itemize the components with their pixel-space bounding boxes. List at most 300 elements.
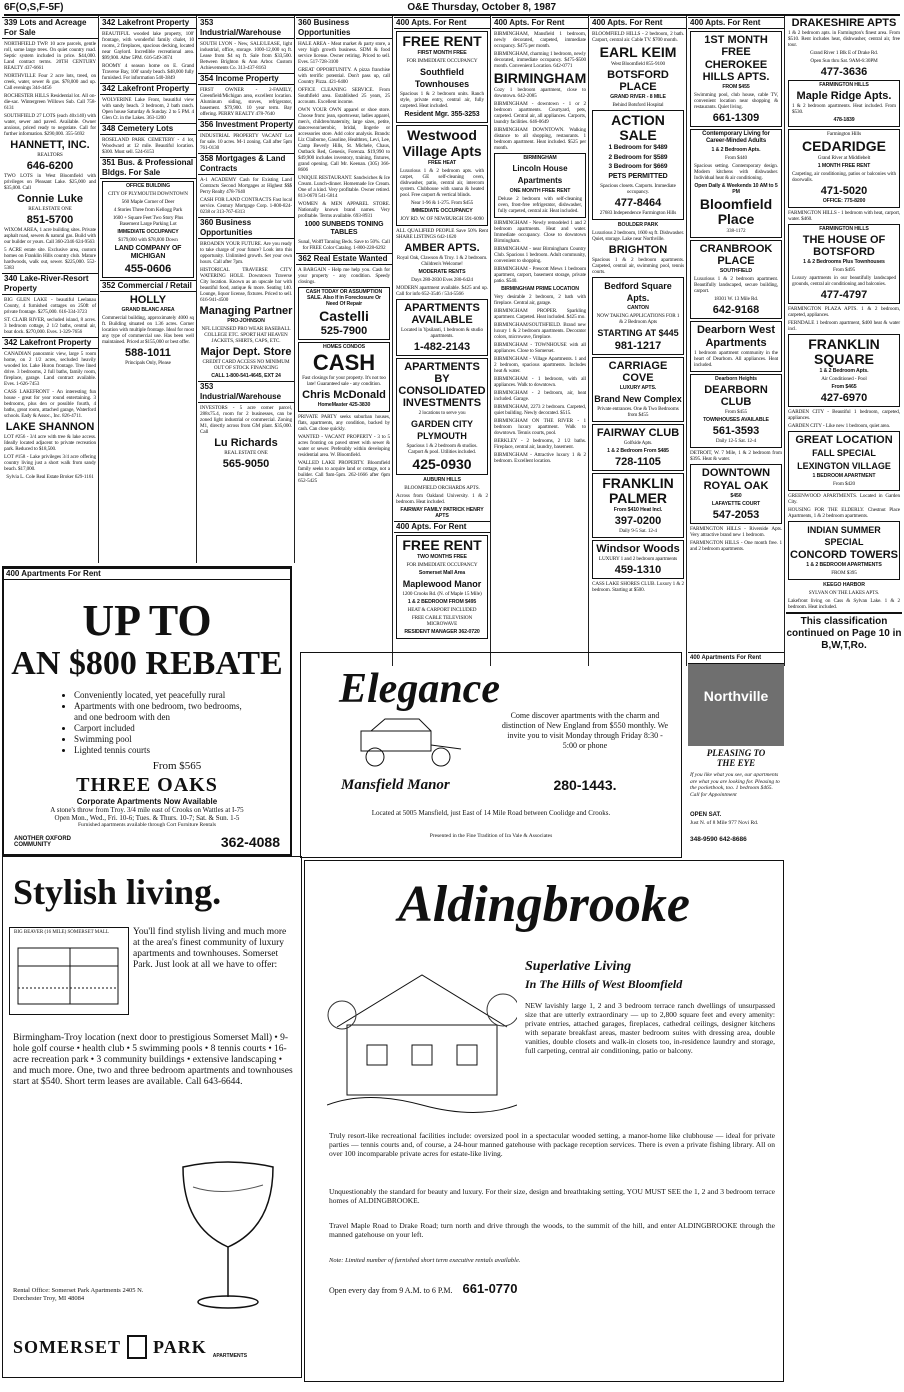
ad-headline: ROYAL OAK (703, 480, 769, 492)
ad-headline: GARDEN CITY PLYMOUTH (410, 419, 473, 441)
logo-mark-icon (127, 1335, 147, 1359)
classified-ad: WOMEN & MEN APPAREL STORE. Nationally known brand names. Very profitable. Terms available. 693-8931 (298, 201, 390, 219)
ad-tagline: In The Hills of West Bloomfield (525, 977, 683, 991)
ad-address: Just N. of 8 Mile 977 Novi Rd. (690, 820, 759, 826)
ad-phone: Days 280-2830 Eves 280-6424 (411, 277, 473, 283)
ad-phone: 459-1310 (614, 563, 662, 576)
ad-text: Private entrances. One & Two Bedrooms from $455 (597, 405, 679, 418)
ad-text: HOMES CONDOS (322, 344, 366, 350)
wine-glass-illustration (163, 1157, 293, 1317)
ad-text: Near 1-96 & 1-275. From $455 (410, 200, 474, 206)
classified-ad: Lakefront living on Cass & Sylvan Lake. 1 & 2 bedroom. Heat included. (788, 598, 900, 610)
column-6 (492, 16, 589, 666)
display-ad (690, 374, 782, 448)
vintage-car-illustration (341, 715, 481, 771)
classified-ad: BIRMINGHAM - Prescott Mews 1 bedroom apartment, carport, basement storage, private patio. $540. (494, 266, 586, 284)
ad-phone: 280-1443. (553, 777, 617, 793)
ad-body: You'll find stylish living and much more at the area's finest community of luxury apartments and townhouses. Somerset Park. Just look at all we have to offer: (133, 927, 287, 970)
classified-ad: BIRMINGHAM - 2 bedroom, air, heat included. Garage. (494, 390, 586, 402)
classified-ad: Very desirable 2 bedroom, 2 bath with fireplace. Central air, garage. (494, 294, 586, 306)
ad-headline (688, 748, 784, 768)
ad-headline: Dearborn West (696, 324, 776, 336)
ad-headline: CRANBROOK PLACE (699, 243, 773, 267)
classified-ad: OFFICE CLEANING SERVICE. From Southfield area. Established 25 years, 25 accounts. Excellent income. (298, 87, 390, 105)
ad-text: PRO-JOHNSON (227, 318, 265, 324)
ad-text: Golfside Apts. (623, 439, 653, 446)
classified-ad: BIRMINGHAM - near Birmingham Country Club. Spacious 1 bedroom. Adult community, convenient to shopping. (494, 246, 586, 264)
ad-phone: RESIDENT MANAGER 362-0720 (404, 629, 480, 635)
ad-directions: A stone's throw from Troy. 3/4 mile east of Crooks on Wattles at I-75 (50, 806, 244, 814)
ad-phone: 397-0200 (614, 514, 662, 527)
headline-line: THE EYE (716, 758, 756, 768)
ad-hours: OPEN SAT. (690, 812, 722, 818)
ad-text: From $465 (831, 384, 857, 390)
display-ad (592, 540, 684, 579)
section-heading: 339 Lots and Acreage For Sale (2, 17, 98, 39)
classified-ad: 1 & 2 bedroom apts. in Farmington's finest area. From $510. Rent includes heat, dishwasher, central air, free tour. (788, 30, 900, 48)
section-heading: 353 Industrial/Warehouse (198, 381, 294, 403)
three-oaks-ad (2, 566, 292, 856)
classified-ad: HALE AREA - Meat market & party store, a very high growth business. SDM & food service license. Owner retiring. Priced to sell. Eves. 517-728-3100 (298, 41, 390, 65)
ad-phone: 427-6970 (820, 392, 868, 404)
price-line: 3 Bedroom for $669 (608, 163, 668, 170)
classified-ad: BIRMINGHAM - downtown - 1 or 2 bedroom apartments. Courtyard, pets, carpeted. Central air, all appliances. Carports, laundry facilities. 646-0649 (494, 101, 586, 125)
ad-headline: DRAKESHIRE APTS (791, 17, 897, 29)
ad-text: FROM $395 (831, 570, 857, 576)
classified-ad: PRIVATE PARTY seeks suburban houses, flats, apartments, any condition, backed by cash. Can close quickly. (298, 414, 390, 432)
ad-headline: Lincoln House Apartments (512, 164, 568, 185)
ad-phone: 477-3636 (820, 66, 868, 78)
classified-ad: GARDEN CITY - Beautiful 1 bedroom, carpeted, appliances. (788, 409, 900, 421)
classified-ad: ALL QUALIFIED PEOPLE Save 50% Rent SHARE LISTINGS 642-1620 (396, 228, 488, 240)
ad-text: $179,000 with $78,000 Down (118, 237, 178, 243)
ad-text: Grand River at Middlebelt (817, 155, 871, 161)
ad-headline: FRANKLIN SQUARE (808, 336, 880, 367)
display-ad (494, 153, 586, 218)
ad-text: 1 BEDROOM APARTMENT (812, 473, 876, 479)
ad-headline: APARTMENTS AVAILABLE (404, 302, 480, 326)
page-dateline: O&E Thursday, October 8, 1987 (407, 2, 557, 13)
ad-text: Spacious closets. Carports. Immediate occupancy. (600, 182, 676, 195)
classified-ad: GARDEN CITY - Like new 1 bedroom, quiet area. (788, 423, 890, 429)
agent-name: Lu Richards (214, 437, 278, 449)
ad-text: 1 & 2 bedroom apartments. Heat included. From $530. (792, 103, 896, 115)
ad-text: Swimming pool, club house, cable TV, convenient location near shopping & restaurants. Quiet living. (694, 92, 778, 110)
agent-phone: 851-5700 (26, 214, 74, 226)
brand-word: PARK (153, 1336, 207, 1357)
ad-location: Located at 5005 Mansfield, just East of 14 Mile Road between Coolidge and Crooks. (371, 809, 611, 817)
ad-headline: CONCORD TOWERS (790, 549, 898, 561)
agent-company: REAL ESTATE ONE (28, 206, 72, 212)
classified-ad: BERKLEY - 2 bedrooms, 2 1/2 baths. Fireplace, central air, laundry, basement. (494, 438, 586, 450)
ad-headline: BIRMINGHAM (493, 70, 587, 86)
continued-note: This classification continued on Page 10 in B,W,T,Ro. (786, 612, 902, 652)
ad-headline: INDIAN SUMMER SPECIAL (807, 525, 881, 547)
ad-phone: 981-1217 (614, 339, 662, 352)
agent-phone: West Bloomfield 855-9100 (611, 61, 665, 67)
ad-phone: 338-1172 (726, 228, 746, 234)
brand-sub: APARTMENTS (212, 1353, 248, 1359)
classified-ad: WANTED - VACANT PROPERTY - 3 to 5 acres fronting on paved street with sewer & water or sewer. Preferably within developing residential area. W. Bloomfield. (298, 434, 390, 458)
ad-text: FIRST MONTH FREE (417, 50, 467, 56)
ad-text: FOR IMMEDIATE OCCUPANCY (406, 562, 478, 568)
amenity-item: • Carport included (74, 723, 254, 734)
ad-text: NFL LICENSED PRO WEAR BASEBALL COLLEGE ETC. SPORT HAT HEAVEN JACKETS, SHIRTS, CAPS, ETC. (201, 326, 291, 344)
display-ad (690, 464, 782, 524)
headline-word: REBATE (145, 645, 283, 682)
ad-text: Spacious 1 & 2 bedroom & studios. Carport & pool. Utilities included. (406, 443, 478, 455)
ad-contact (329, 1281, 775, 1296)
ad-headline: Village Apts (402, 143, 482, 159)
ad-headline: BOULDER PARK (617, 221, 659, 228)
display-ad (298, 342, 390, 412)
ad-headline: Bloomfield Place (699, 196, 773, 227)
classified-ad: LOT #256 - 3/4 acre with tree & lake access. Ideally located adjacent to private recreation park. Reduced to $18,500. (4, 434, 96, 452)
ad-text: LAFAYETTE COURT (711, 501, 761, 507)
ad-text: From $455 (724, 409, 747, 415)
ad-phone: CALL 1-800-541-4645, EXT 24 (211, 373, 281, 379)
ad-text: Luxurious 1 & 2 bedroom apts. with carpet, GE self-cleaning oven, dishwasher, patio, central air, intercom system. Clubhouse with sauna & heated pool. Free carport & vertical blinds. (400, 168, 484, 198)
ad-text: CANTON (627, 304, 649, 311)
rebate-amount: $800 (68, 645, 137, 682)
ad-headline: AMBER APTS. (404, 242, 480, 254)
ad-phone: 455-0606 (124, 263, 172, 275)
column-3 (198, 16, 295, 563)
ad-headline: UP TO (82, 596, 212, 645)
display-ad (788, 80, 900, 127)
classified-ad: BIRMINGHAM/SOUTHFIELD. Brand new luxury 1 & 2 bedroom apartments. Decorator colors, microwave, fireplace. (494, 322, 586, 340)
town-photo (688, 664, 784, 746)
ad-headline: FALL SPECIAL (812, 448, 876, 458)
ad-headline: Windsor Woods (596, 542, 680, 555)
classified-ad: FARMINGTON HILLS - Riverside Apts. Very attractive brand new 1 bedroom. (690, 526, 782, 538)
ad-phone: 362-4088 (220, 834, 280, 850)
classified-ad: BIRMINGHAM, charming 1 bedroom, newly decorated, immediate occupancy. $475-$500 month. Convenient Location. 642-0771 (494, 51, 586, 69)
ad-text: LUXURY APTS. (619, 384, 657, 391)
ad-brand: Aldingbrooke (398, 876, 690, 933)
ad-text: Spacious 1 & 2 bedroom units. Ranch style, private entry, central air, fully carpeted. Heat included. (400, 91, 484, 109)
display-ad (592, 110, 684, 220)
classified-ad: Across from Oakland University. 1 & 2 bedroom. Heat included. (396, 493, 488, 505)
ad-headline: CASH (312, 350, 376, 375)
classified-ad: SOUTHFIELD 27 LOTS (each 40x140) with water, sewer and paved. Available. Owner anxious, priced ready to negotiate. Call for further information. $290,000. 355-5692 (4, 113, 96, 137)
ad-text: 1 & 2 Bedroom Apts. (711, 147, 761, 153)
classified-ad: A-1 ACADEMY Cash for Existing Land Contracts Second Mortgages at Highest $$$ Perry Realty 478-7640 (200, 177, 292, 195)
ad-text: SYLVAN ON THE LAKES APTS. (808, 590, 880, 596)
ad-text: BLOOMFIELD ORCHARDS APTS. (404, 485, 480, 491)
ad-headline: Bedford Square Apts. (604, 280, 672, 303)
classified-ad: BLOOMFIELD HILLS - 2 bedroom, 2 bath. Carport, central air. Cable TV. $700 month. (592, 31, 684, 43)
section-heading: 353 Industrial/Warehouse (198, 17, 294, 39)
section-heading: 400 Apts. For Rent (590, 17, 686, 29)
ad-headline: APARTMENTS BY CONSOLIDATED INVESTMENTS (398, 361, 486, 409)
ad-text: NOW TAKING APPLICATIONS FOR 1 & 2 Bedroom Apts (596, 312, 680, 325)
ad-phone: 661-0770 (462, 1281, 518, 1296)
town-name: Northville (703, 688, 769, 704)
classified-ad: FERNDALE 1 bedroom apartment, $400 heat & water incl. (788, 320, 900, 332)
ad-text: Sunal, Wolff Tanning Beds. Save to 50%. Call for FREE Color Catalog. 1-800-228-6292 (298, 239, 390, 251)
ad-text: Spacious setting. Contemporary design. Modern kitchens with dishwasher. Individual heat & air conditioning. (694, 163, 778, 181)
ad-text: IMMEDIATE OCCUPANCY (411, 208, 473, 214)
classified-ad: ST. CLAIR RIVER, secluded island, 8 acres. 3 bedroom cottage, 2 1/2 baths, central air, boat dock. $270,000. Eves. 1-329-7656 (4, 317, 96, 335)
estate-illustration (327, 955, 517, 1125)
ad-phone: 525-7900 (320, 325, 368, 337)
ad-text: PETS PERMITTED (608, 172, 668, 180)
map-graphic (10, 928, 128, 1014)
ad-text: 1 & 2 Bedroom From $485 (607, 447, 669, 454)
section-heading: 400 Apts. For Rent (394, 17, 490, 29)
ad-phone: 728-1105 (615, 455, 661, 468)
ad-phone: 477-8464 (614, 196, 662, 209)
ad-text: Grand River 1 Blk E of Drake Rd. (810, 50, 878, 56)
column-4 (296, 16, 393, 666)
column-2 (100, 16, 197, 563)
realtor-phone: 646-6200 (26, 160, 74, 172)
display-ad (788, 521, 900, 580)
classified-ad: FARMINGTON HILLS - One month free. 1 and 2 bedroom apartments. (690, 540, 782, 552)
section-heading: 342 Lakefront Property (100, 17, 196, 29)
column-5 (394, 16, 491, 666)
agent-name: Connie Luke (16, 193, 83, 205)
ad-body: Unquestionably the standard for beauty and luxury. For their size, design and breathtaking setting, YOU MUST SEE the 1, 2 and 3 bedroom terrace homes of ALDINGBROOKE. (329, 1187, 775, 1205)
classified-ad: TWO LOTS in West Bloomfield with privileges on Pleasant Lake. $25,000 and $35,000. Call (4, 173, 96, 191)
ad-text: Fast closings for your property. It's not too late! Guaranteed sale - any condition. (302, 375, 386, 387)
display-ad (396, 31, 488, 123)
classified-ad: BIRMINGHAM PROPER. Sparkling apartment. Carpeted. Heat included. $425 mo. (494, 308, 586, 320)
ad-text: Farmington Hills (827, 131, 861, 137)
classified-ad: ROOMY 4 season home on E. Grand Traverse Bay, 100' sandy beach. $48,000 fully furnished. For information 540-3849 (102, 63, 194, 81)
aldingbrooke-ad (304, 860, 784, 1382)
location-map (9, 927, 129, 1015)
ad-headline: BOTSFORD PLACE (607, 69, 669, 93)
ad-phone: Resident Mgr. 355-3253 (404, 111, 480, 118)
classified-ad: BROADEN YOUR FUTURE. Are you ready to take charge of your future? Look into this opportunity. Unlimited growth. Set your own hours. Call after 7pm. (200, 241, 292, 265)
ad-headline: FRANKLIN PALMER (602, 474, 674, 506)
ad-brand: Mansfield Manor (341, 777, 450, 793)
classified-ad: BIRMINGHAM - Village Apartments. 1 and 2 bedroom, spacious apartments. Includes heat & water. (494, 356, 586, 374)
ad-text: BIRMINGHAM (523, 155, 557, 161)
display-ad (592, 473, 684, 538)
amenity-list (64, 690, 254, 756)
classified-ad: Cozy 1 bedroom apartment, close to downtown. 642-2085 (494, 87, 586, 99)
ad-company: Castelli (319, 308, 369, 324)
headline-word: AN (11, 645, 61, 682)
ad-headline: CEDARIDGE (801, 138, 886, 154)
ad-text: 2 locations to serve you (418, 410, 466, 416)
ad-headline: Westwood (407, 127, 477, 143)
ad-text: FOR IMMEDIATE OCCUPANCY (406, 58, 478, 64)
ad-text: GRAND RIVER - 8 MILE (610, 94, 666, 100)
ad-headline: BIRMINGHAM PRIME LOCATION (501, 286, 579, 292)
ad-text: FREE HEAT (427, 160, 457, 166)
classified-ad: CASS LAKEFRONT - An interesting fun house - great for year round entertaining. 3 bedrooms, plus den or possible fourth, 4 baths, great room, attached garage, Waterford schools. Eady & Assoc., Inc. 826-4711. (4, 389, 96, 419)
ad-body: If you like what you see, our apartments are what you are looking for. Pleasing to the pocketbook, too. 1 bedroom $465. Call for Appointment (690, 772, 780, 798)
ad-text: CREDIT CARD ACCESS NO MINIMUM OUT OF STOCK FINANCING (202, 359, 290, 371)
classified-ad: GREENWOOD APARTMENTS. Located in Garden City. (788, 493, 900, 505)
ad-text: FARMINGTON HILLS (819, 226, 869, 232)
mansfield-manor-ad (300, 652, 682, 858)
ad-address: 18301 W. 13 Mile Rd. (713, 296, 759, 302)
ad-address: 27683 Independence Farmington Hills (599, 209, 677, 216)
classified-ad: DETROIT, W. 7 Mile, 1 & 2 bedroom from $395. Heat & water. (690, 450, 782, 462)
ad-headline: OFFICE BUILDING (125, 183, 171, 189)
amenity-item: • Lighted tennis courts (74, 745, 254, 756)
ad-note: Note: Limited number of furnished short term executive rentals available. (329, 1257, 521, 1264)
ad-text: Air Conditioned - Pool (821, 376, 867, 382)
ad-headline: DOWNTOWN (701, 467, 771, 479)
ad-company: Maplewood Manor (402, 579, 482, 589)
ad-body: Come discover apartments with the charm and distinction of New England from $550 monthly. We invite you to visit Monday through Friday 8:30 - 5:00 or phone (501, 711, 669, 750)
somerset-park-ad (2, 856, 302, 1378)
display-ad (690, 240, 782, 319)
classified-ad: FARMINGTON HILLS - 1 bedroom with heat, carport, water. $460. (788, 210, 900, 222)
realtor-name: HANNETT, INC. (10, 139, 90, 151)
classified-ad: BIRMINGHAM - TOWNHOUSE with all appliances. Close to Somerset. (494, 342, 586, 354)
classified-ad: A BARGAIN - Help me help you. Cash for your property - any condition. Speedy closings. (298, 267, 390, 285)
ad-text: FREE CABLE TELEVISION MICROWAVE (411, 615, 473, 627)
ad-headline: LEXINGTON VILLAGE (797, 461, 891, 471)
ad-headline: Contemporary Living for Career-Minded Adults (702, 131, 770, 144)
price-line: 2 Bedroom for $589 (608, 153, 668, 161)
headline-line: PLEASING TO (706, 748, 766, 758)
ad-headline-2 (4, 644, 290, 684)
ad-text: From $410 Heat Incl. (613, 506, 663, 513)
ad-text: 1 bedroom apartment community in the heart of Dearborn. All appliances. Heat included. (694, 350, 778, 368)
ad-text: FARMINGTON HILLS (819, 82, 869, 88)
section-heading: 400 Apartments For Rent (688, 652, 784, 664)
ad-headline: Major Dept. Store (200, 346, 292, 358)
section-heading: 360 Business Opportunities (296, 17, 392, 39)
classified-ad: BIG GLEN LAKE - beautiful Leelanau County, 4 furnished cottages on 250ft of private frontage. $275,000. 616-334-3723 (4, 297, 96, 315)
classified-ad: BIRMINGHAM, Mansfield 1 bedroom, newly decorated, carpeted, immediate occupancy. $475 per month. (494, 31, 586, 49)
ad-headline: 1000 SUNBEDS TONING TABLES (304, 221, 384, 236)
ad-text: From $495 (832, 267, 855, 273)
section-heading: 400 Apts. For Rent (394, 521, 490, 533)
ad-headline: THE HOUSE OF BOTSFORD (802, 234, 886, 258)
ad-text: 560 Maple Corner of Deer (121, 199, 175, 205)
ad-text: LUXURY 1 and 2 bedroom apartments (598, 555, 678, 562)
ad-phone: 425-0930 (412, 456, 472, 472)
ad-headline: KEEGO HARBOR (823, 582, 865, 588)
ad-text: Principals Only, Please (125, 360, 171, 366)
ad-text: Royal Oak, Clawson & Troy. 1 & 2 bedroom. Children's Welcome! (396, 255, 488, 267)
classified-ad: Luxurious 2 bedroom, 1600 sq ft. Dishwasher. Quiet, storage. Lake near Northville. (592, 229, 684, 242)
classified-ad: WIXOM AREA, 1 acre building sites. Private asphalt road, sewers & natural gas. Build with our builder or yours. Call 360-2346 624-9563 (4, 227, 96, 245)
section-heading: 354 Income Property (198, 73, 294, 85)
classified-ad: BEAUTIFUL wooded lake property, 100' frontage, with wonderful family chalet, 10 rooms, 2 fireplaces, spacious decking, located near Gaylord. Incredible recreational area. $99,900. After 5PM. 616-549-3674 (102, 31, 194, 61)
classified-ad: BIRMINGHAM - Newly remodeled 1 and 2 bedroom apartments. Heat and water. Immediate occupancy. Close to downtown Birmingham. (494, 220, 586, 244)
ad-headline: Maple Ridge Apts. (796, 90, 892, 102)
classified-ad: WALLED LAKE PROPERTY. Bloomfield family seeks to acquire land or cottage, not a builder. Call 9am-5pm. 262-1666 after 6pm 652-5425 (298, 460, 390, 484)
ad-hours: Open every day from 9 A.M. to 6 P.M. (329, 1286, 453, 1295)
ad-headline: FAIRWAY CLUB (596, 426, 680, 439)
display-ad (690, 129, 782, 238)
display-ad (788, 431, 900, 491)
section-heading: 340 Lake-River-Resort Property (2, 273, 98, 295)
classified-ad: CASH FOR LAND CONTRACTS Fast local service. Century Mortgage Corp. 1-800-824-0238 or 313-767-6313 (200, 197, 292, 215)
display-ad (298, 287, 390, 340)
page-section-code: 6F(O,S,F-5F) (4, 2, 64, 13)
display-ad (592, 357, 684, 422)
classified-ad: OWN YOUR OWN apparel or shoe store. Choose from: jean, sportswear, ladies apparel, men's, children/maternity, large sizes, petite, dancewear/aerobic, bridal, lingerie or accessories store. Add color analysis. Brands: Liz Claiborne, Gasoline, Healthtex, Levi, Lee, Camp Beverly Hills, St. Michele, Chaus, Outback Red, Genesis, Forenza. $19,990 to $49,900 includes inventory, training, fixtures, grand opening. Call Mr. Keenan. (305) 366-8606 (298, 107, 390, 173)
ad-hours: Daily 9-5 Sat. 12-4 (619, 527, 657, 534)
ad-brand: THREE OAKS (76, 774, 218, 796)
classified-ad: Spacious 1 & 2 bedroom apartments. Carpeted, central air, swimming pool, tennis courts. (592, 256, 684, 275)
ad-body: Birmingham-Troy location (next door to prestigious Somerset Mall) • 9-hole golf course • health club • 5 swimming pools • 8 tennis courts • 16-acre recreation park • 3 community buildings • extensive landscaping • and much more. One, two and three bedroom apartments and townhouses start at $540. Short term leases are available. Call 643-6644. (13, 1033, 293, 1087)
ad-headline: BRIGHTON (608, 243, 668, 256)
classified-ad: NORTHVILLE Four 2 acre lots, treed, on creek, water, sewer & gas. $78,000 and up. Call evenings 344-4456 (4, 73, 96, 91)
ad-presented: Presented in the Fine Tradition of Ira Vale & Associates (429, 833, 553, 839)
classified-ad: ROCHESTER HILLS Residential lot. All on-die-sac. Wintergreen Willows Sub. Call 758-6131 (4, 93, 96, 111)
ad-text: CASH TODAY OR ASSUMPTION SALE. Also If in Foreclosure Or Need Of Repair (305, 289, 383, 307)
ad-phone: JOY RD. W. OF NEWBURGH 591-6090 (400, 216, 484, 222)
section-heading: 342 Lakefront Property (2, 337, 98, 349)
ad-phone: 477-4797 (820, 289, 868, 301)
ad-text: CITY OF PLYMOUTH DOWNTOWN (108, 191, 188, 197)
ad-phone: 661-1309 (712, 112, 760, 124)
ad-headline: FREE RENT (402, 537, 482, 553)
ad-text: Luxurious 1 & 2 bedroom apartment. Beautifully landscaped, secure building, carport. (694, 276, 778, 294)
ad-text: Luxury apartments in our beautifully landscaped grounds, central air conditioning and balconies. (792, 275, 896, 287)
classified-ad: 5 ACRE estate site. Exclusive area, custom homes on Franklin Hills country club. Mature hardwoods, walk out, sewer. $225,000. 552-5383 (4, 247, 96, 271)
ad-text: ONE MONTH FREE RENT (509, 188, 571, 194)
ad-text: Furnished apartments available through Cort Furniture Rentals (77, 822, 217, 828)
ad-text: Dearborn Heights (715, 376, 757, 382)
ad-text: 1 & 2 Bedroom Apts. (819, 368, 869, 374)
price-line: 1 Bedroom for $489 (608, 144, 668, 151)
amenity-item: • Swimming pool (74, 734, 254, 745)
ad-headline: Stylish living. (13, 872, 222, 912)
section-heading: 400 Apartments For Rent (4, 568, 290, 580)
amenity-item: • Apartments with one bedroom, two bedrooms, and one bedroom with den (74, 701, 254, 723)
classified-ad: FARMINGTON PLAZA APTS. 1 & 2 bedroom, carpeted, appliances. (788, 306, 900, 318)
section-heading: 352 Commercial / Retail (100, 280, 196, 292)
ad-management: ANOTHER OXFORD COMMUNITY (14, 836, 71, 848)
classified-ad: INVESTORS - 5 acre corner parcel, 288x75.4, room for 2 businesses, can be zoned light industrial or commercial. Zoning M1, directly across from GM plant. $35,000. Call (200, 405, 292, 435)
ad-price: From $565 (152, 760, 202, 772)
classified-ad: MODERN apartment available. $425 and up. Call for info 652-3546 / 534-5566 (396, 285, 488, 297)
ad-text: HEAT & CARPORT INCLUDED (407, 607, 477, 613)
brand-word: SOMERSET (13, 1336, 122, 1357)
ad-text: Somerset Mall Area (418, 570, 466, 576)
ad-headline: CHEROKEE HILLS APTS. (702, 59, 770, 83)
broker-line: Sylvia L. Cole Real Estate Broker 629-1161 (6, 474, 94, 480)
ad-text: 1 & 2 Bedrooms Plus Townhouses (803, 259, 885, 265)
section-heading: 360 Business Opportunities (198, 217, 294, 239)
section-heading: 400 Apts. For Rent (688, 17, 784, 29)
ad-company: LAND COMPANY OF MICHIGAN (114, 245, 182, 260)
ad-directions: Travel Maple Road to Drake Road; turn north and drive through the woods, to the summit of the hill, and enter ALDINGBROOKE through the manned gatehouse on your left. (329, 1221, 775, 1239)
ad-hours: Open Sun thru Sat. 9AM-6:30PM (810, 58, 878, 64)
ad-text: From $420 (832, 481, 855, 487)
northville-ad (688, 652, 784, 852)
classified-ad: LOT #158 - Lake privileges 3/4 acre offering country living just a short walk from sandy beach. $17,000. (4, 454, 96, 472)
classified-ad: UNIQUE RESTAURANT. Sandwiches & Ice Cream. Lunch-dinner. Homemade Ice Cream. One of a kind. Very profitable. Owner retired. 813-0670 541-5814 (298, 175, 390, 199)
display-ad (690, 321, 782, 372)
realtor-label: REALTORS (37, 152, 63, 158)
classified-ad: INDUSTRIAL PROPERTY VACANT Lot for sale. 10 acres. M-1 zoning. Call after 5pm 761-0130 (200, 133, 292, 151)
agent-company: REAL ESTATE ONE (224, 450, 268, 456)
ad-body: NEW lavishly large 1, 2 and 3 bedroom terrace ranch dwellings of unsurpassed size that are utterly extraordinary — up to 2,800 square feet and every amenity: private entries, attached garages, fireplaces, cathedral ceilings, designer kitchens with separate breakfast areas, master bedroom suites with dressing area, double vanities, double closets and walk-in closets too, in-residence laundry and storage, full carpeting, central air conditioning, patio or balcony. (525, 1001, 775, 1055)
ad-text: 1 & 2 BEDROOM FROM $495 (407, 599, 477, 605)
ad-phone: 1-482-2143 (413, 341, 471, 353)
ad-text: IMMEDIATE OCCUPANCY (117, 229, 179, 235)
classified-ad: Commercial building, approximately 4000 sq ft. Building situated on 1.36 acres. Corner location with multiple frontage. Ideal for most any type of commercial use. Has been well maintained. Priced at $155,000 or best offer. (102, 315, 194, 345)
ad-headline: GREAT LOCATION (795, 434, 893, 446)
display-ad (102, 181, 194, 278)
ad-text: Deluxe 2 bedroom with self-cleaning oven, frost-free refrigerator, dishwasher, fully carpeted, central air. Heat included. (498, 196, 582, 214)
ad-headline: 1ST MONTH FREE (704, 34, 768, 58)
